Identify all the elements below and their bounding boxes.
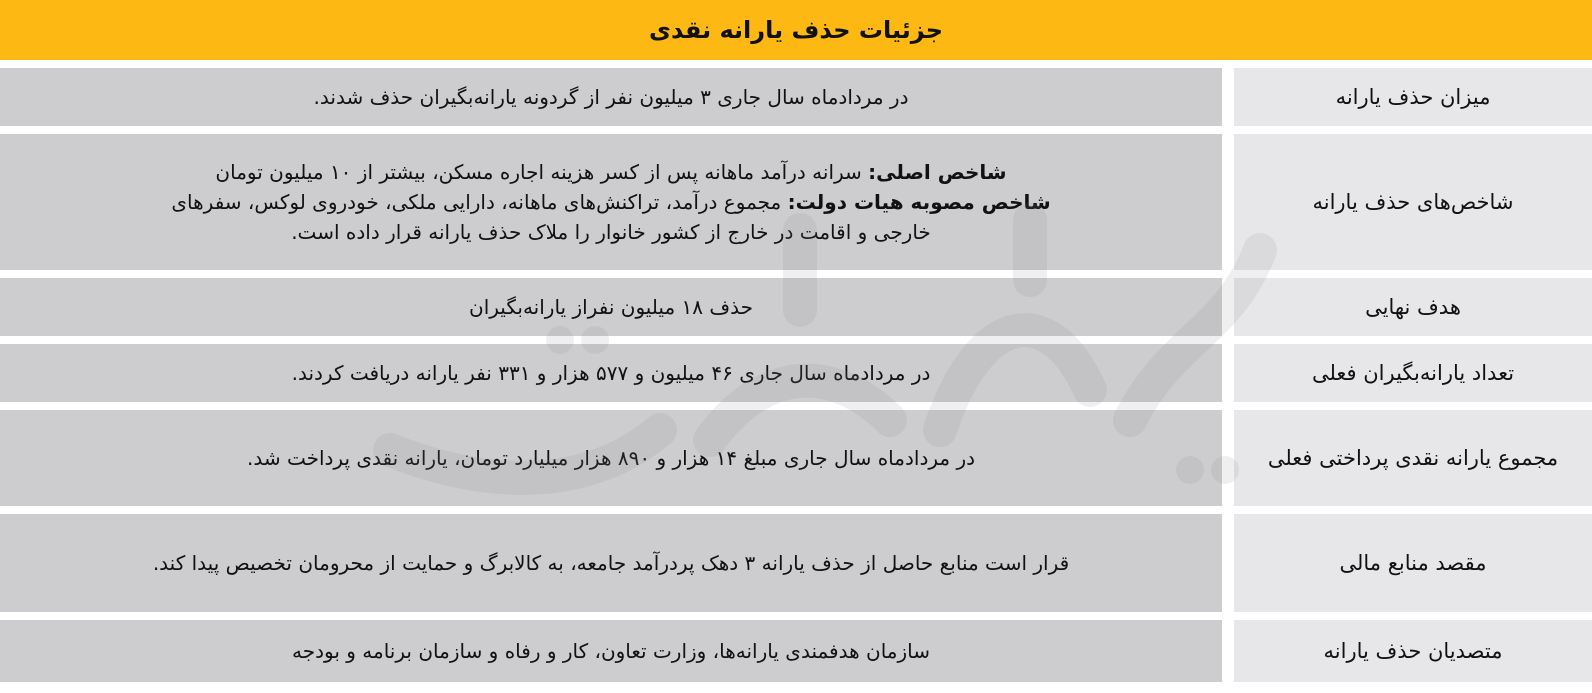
criteria-line-government xyxy=(171,187,1050,217)
row-value-current-recipients: در مردادماه سال جاری ۴۶ میلیون و ۵۷۷ هزار و ۳۳۱ نفر یارانه دریافت کردند. xyxy=(0,344,1222,402)
criteria-line-continuation: خارجی و اقامت در خارج از کشور خانوار را ملاک حذف یارانه قرار داده است. xyxy=(291,220,931,244)
criteria-government-text: مجموع درآمد، تراکنش‌های ماهانه، دارایی ملکی، خودروی لوکس، سفرهای xyxy=(171,190,788,214)
row-label-removal-amount: میزان حذف یارانه xyxy=(1234,68,1592,126)
row-value-total-payment: در مردادماه سال جاری مبلغ ۱۴ هزار و ۸۹۰ هزار میلیارد تومان، یارانه نقدی پرداخت شد. xyxy=(0,410,1222,506)
row-value-funds-destination: قرار است منابع حاصل از حذف یارانه ۳ دهک پردرآمد جامعه، به کالابرگ و حمایت از محرومان تخصیص پیدا کند. xyxy=(0,514,1222,612)
row-label-total-payment: مجموع یارانه نقدی پرداختی فعلی xyxy=(1234,410,1592,506)
row-value-removal-criteria xyxy=(0,134,1222,270)
row-label-funds-destination: مقصد منابع مالی xyxy=(1234,514,1592,612)
criteria-main-text: سرانه درآمد ماهانه پس از کسر هزینه اجاره مسکن، بیشتر از ۱۰ میلیون تومان xyxy=(215,160,869,184)
table-row-funds-destination xyxy=(0,514,1592,612)
table-row-total-payment xyxy=(0,410,1592,506)
row-label-removal-criteria: شاخص‌های حذف یارانه xyxy=(1234,134,1592,270)
table-row-removal-amount xyxy=(0,68,1592,126)
row-value-removal-amount: در مردادماه سال جاری ۳ میلیون نفر از گردونه یارانه‌بگیران حذف شدند. xyxy=(0,68,1222,126)
table-row-removal-criteria xyxy=(0,134,1592,270)
criteria-main-heading: شاخص اصلی: xyxy=(868,160,1007,184)
table-header xyxy=(0,0,1592,60)
row-value-final-goal: حذف ۱۸ میلیون نفراز یارانه‌بگیران xyxy=(0,278,1222,336)
row-label-final-goal: هدف نهایی xyxy=(1234,278,1592,336)
table-row-responsible-bodies xyxy=(0,620,1592,682)
table-row-final-goal xyxy=(0,278,1592,336)
table-row-current-recipients xyxy=(0,344,1592,402)
table-title: جزئیات حذف یارانه نقدی xyxy=(648,16,944,44)
row-value-responsible-bodies: سازمان هدفمندی یارانه‌ها، وزارت تعاون، کار و رفاه و سازمان برنامه و بودجه xyxy=(0,620,1222,682)
row-label-responsible-bodies: متصدیان حذف یارانه xyxy=(1234,620,1592,682)
criteria-government-heading: شاخص مصوبه هیات دولت: xyxy=(787,190,1051,214)
criteria-line-main xyxy=(171,157,1050,187)
row-label-current-recipients: تعداد یارانه‌بگیران فعلی xyxy=(1234,344,1592,402)
